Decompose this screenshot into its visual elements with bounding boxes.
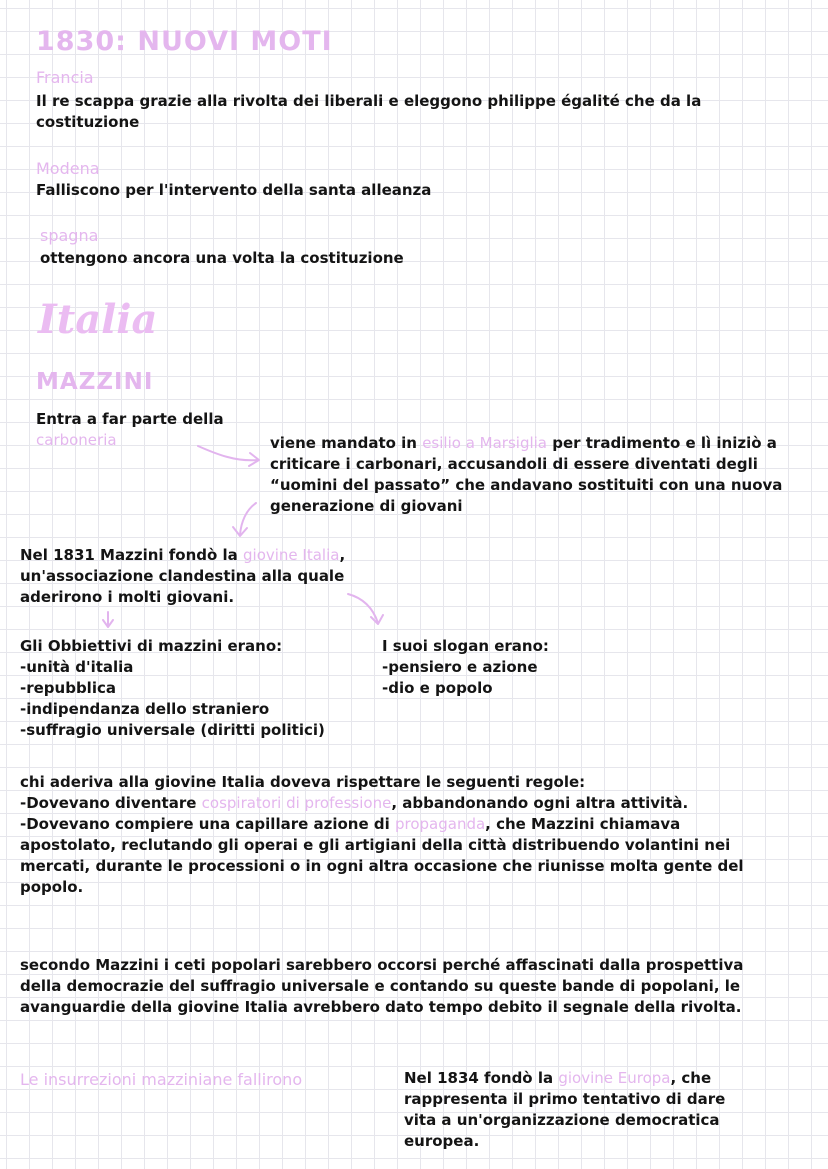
giovine-italia-highlight: giovine Italia	[243, 546, 340, 564]
slogan-list	[382, 636, 682, 699]
regola-2-text-end: , che Mazzini chiamava apostolato, reclutando gli operai e gli artigiani della città distribuendo volantini nei mercati, durante le processioni o in ogni altra occasione che riunisse molta gente del popolo.	[20, 815, 744, 896]
esilio-text-end: per tradimento e lì iniziò a criticare i carbonari, accusandoli di essere diventati degli “uomini del passato” che andavano sostituiti con una nuova generazione di giovani	[270, 434, 783, 515]
slogan-item: -dio e popolo	[382, 679, 493, 697]
giovine-europa-text: Nel 1834 fondò la	[404, 1069, 559, 1087]
obiettivo-item: -suffragio universale (diritti politici)	[20, 721, 325, 739]
giovine-europa-text-end: , che rappresenta il primo tentativo di dare vita a un'organizzazione democratica europea.	[404, 1069, 726, 1150]
regola-1-text: -Dovevano diventare	[20, 794, 202, 812]
carboneria-highlight: carboneria	[36, 431, 117, 449]
obiettivi-title: Gli Obbiettivi di mazzini erano:	[20, 637, 283, 655]
giovine-europa-highlight: giovine Europa	[558, 1069, 671, 1087]
esilio-text: viene mandato in	[270, 434, 423, 452]
obiettivo-item: -repubblica	[20, 679, 116, 697]
arrow-to-slogan	[345, 590, 390, 630]
esilio-highlight: esilio a Marsiglia	[422, 434, 547, 452]
arrow-to-obiettivi	[100, 610, 120, 632]
giovine-italia-note	[20, 545, 380, 608]
regola-2	[20, 814, 780, 898]
obiettivi-list	[20, 636, 370, 741]
esilio-note	[270, 433, 810, 517]
regola-2-text: -Dovevano compiere una capillare azione di	[20, 815, 395, 833]
spagna-label: spagna	[40, 226, 99, 245]
obiettivo-item: -indipendanza dello straniero	[20, 700, 270, 718]
mazzini-heading: MAZZINI	[36, 369, 154, 395]
francia-text: Il re scappa grazie alla rivolta dei liberali e eleggono philippe égalité che da la costituzione	[36, 92, 702, 131]
paragrafo-mazzini: secondo Mazzini i ceti popolari sarebbero occorsi perché affascinati dalla prospettiva della democrazie del suffragio universale e contando su queste bande di popolani, le avanguardie della giovine Italia avrebbero dato tempo debito il segnale della rivolta.	[20, 956, 744, 1016]
giovine-italia-text-end: , un'associazione clandestina alla quale aderirono i molti giovani.	[20, 546, 346, 606]
giovine-europa-note	[404, 1068, 744, 1152]
arrow-esilio-giovine-italia	[226, 500, 266, 540]
slogan-title: I suoi slogan erano:	[382, 637, 549, 655]
regola-1-text-end: , abbandonando ogni altra attività.	[391, 794, 689, 812]
regole-block	[20, 772, 780, 898]
slogan-item: -pensiero e azione	[382, 658, 538, 676]
modena-label: Modena	[36, 159, 100, 178]
italia-heading: Italia	[38, 296, 158, 343]
modena-text: Falliscono per l'intervento della santa alleanza	[36, 181, 432, 199]
arrow-carboneria-esilio	[196, 440, 266, 470]
regola-2-highlight: propaganda	[394, 815, 486, 833]
regola-1	[20, 793, 780, 814]
insurrezioni-label: Le insurrezioni mazziniane fallirono	[20, 1070, 303, 1089]
regola-1-highlight: cospiratori di professione	[201, 794, 392, 812]
giovine-italia-text: Nel 1831 Mazzini fondò la	[20, 546, 244, 564]
page-title: 1830: NUOVI MOTI	[36, 26, 333, 57]
francia-label: Francia	[36, 68, 94, 87]
regole-intro: chi aderiva alla giovine Italia doveva rispettare le seguenti regole:	[20, 773, 586, 791]
obiettivo-item: -unità d'italia	[20, 658, 134, 676]
carboneria-text: Entra a far parte della	[36, 410, 224, 428]
spagna-text: ottengono ancora una volta la costituzione	[40, 249, 404, 267]
